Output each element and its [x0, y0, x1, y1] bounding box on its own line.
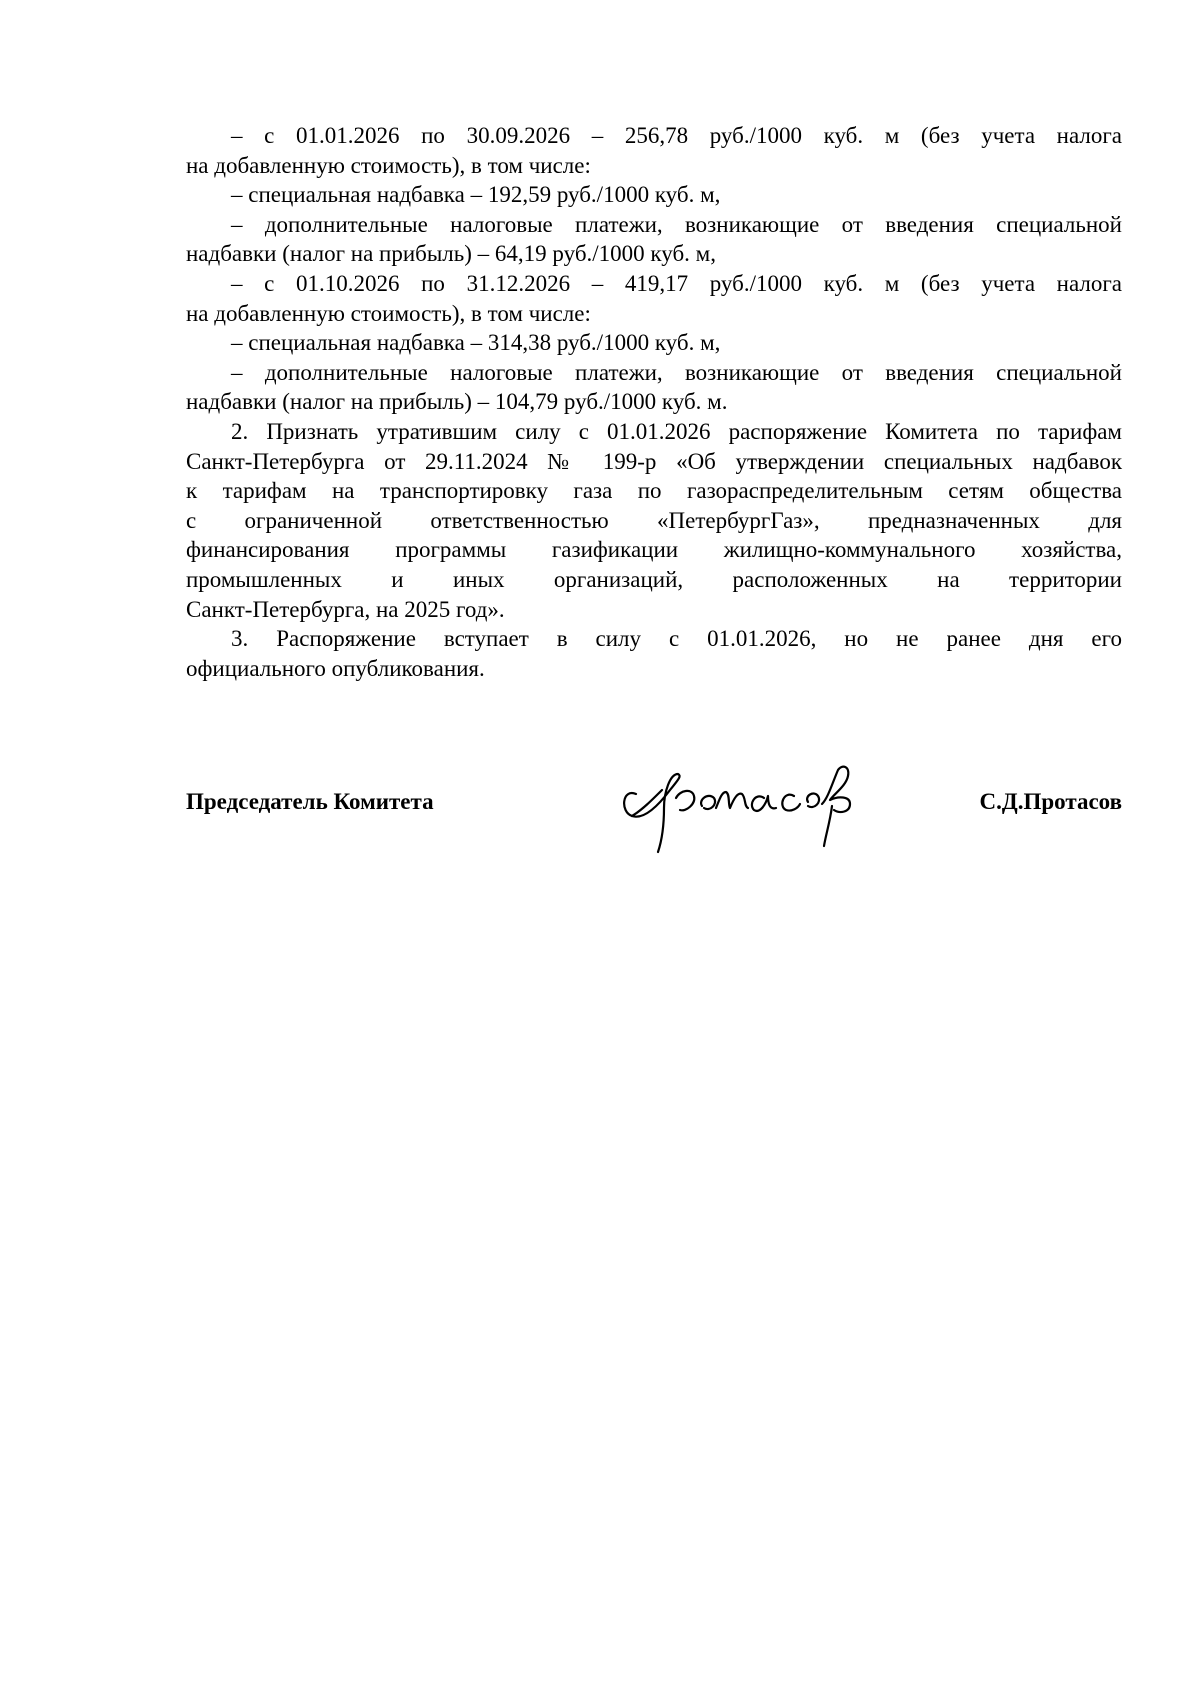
text-line: на добавленную стоимость), в том числе: [186, 152, 591, 178]
text-line: – дополнительные налоговые платежи, возникающие от введения специальной [231, 359, 1122, 385]
handwritten-signature [618, 760, 868, 860]
text-line: с ограниченной ответственностью «ПетербургГаз», предназначенных для [186, 507, 1122, 533]
signature-block [186, 760, 1122, 860]
text-line: Санкт-Петербурга от 29.11.2024 № 199-р «Об утверждении специальных надбавок [186, 448, 1122, 474]
signatory-name: С.Д.Протасов [979, 789, 1122, 814]
text-line: Санкт-Петербурга, на 2025 год». [186, 596, 505, 622]
text-line: – с 01.10.2026 по 31.12.2026 – 419,17 руб./1000 куб. м (без учета налога [231, 270, 1122, 296]
signatory-title: Председатель Комитета [186, 789, 434, 814]
text-line: – специальная надбавка – 192,59 руб./1000 куб. м, [231, 182, 721, 208]
document-body [186, 121, 1122, 683]
text-line: надбавки (налог на прибыль) – 64,19 руб./1000 куб. м, [186, 241, 716, 267]
text-line: промышленных и иных организаций, расположенных на территории [186, 566, 1122, 592]
text-line: к тарифам на транспортировку газа по газораспределительным сетям общества [186, 478, 1122, 504]
text-line: на добавленную стоимость), в том числе: [186, 300, 591, 326]
text-line: надбавки (налог на прибыль) – 104,79 руб./1000 куб. м. [186, 389, 728, 415]
text-line: финансирования программы газификации жилищно-коммунального хозяйства, [186, 537, 1122, 563]
text-line: – с 01.01.2026 по 30.09.2026 – 256,78 руб./1000 куб. м (без учета налога [231, 123, 1122, 148]
text-line: – дополнительные налоговые платежи, возникающие от введения специальной [231, 211, 1122, 237]
text-line: официального опубликования. [186, 655, 485, 681]
text-line: – специальная надбавка – 314,38 руб./1000 куб. м, [231, 330, 721, 356]
text-line: 2. Признать утратившим силу с 01.01.2026 распоряжение Комитета по тарифам [231, 418, 1122, 444]
text-line: 3. Распоряжение вступает в силу с 01.01.2026, но не ранее дня его [231, 626, 1122, 652]
